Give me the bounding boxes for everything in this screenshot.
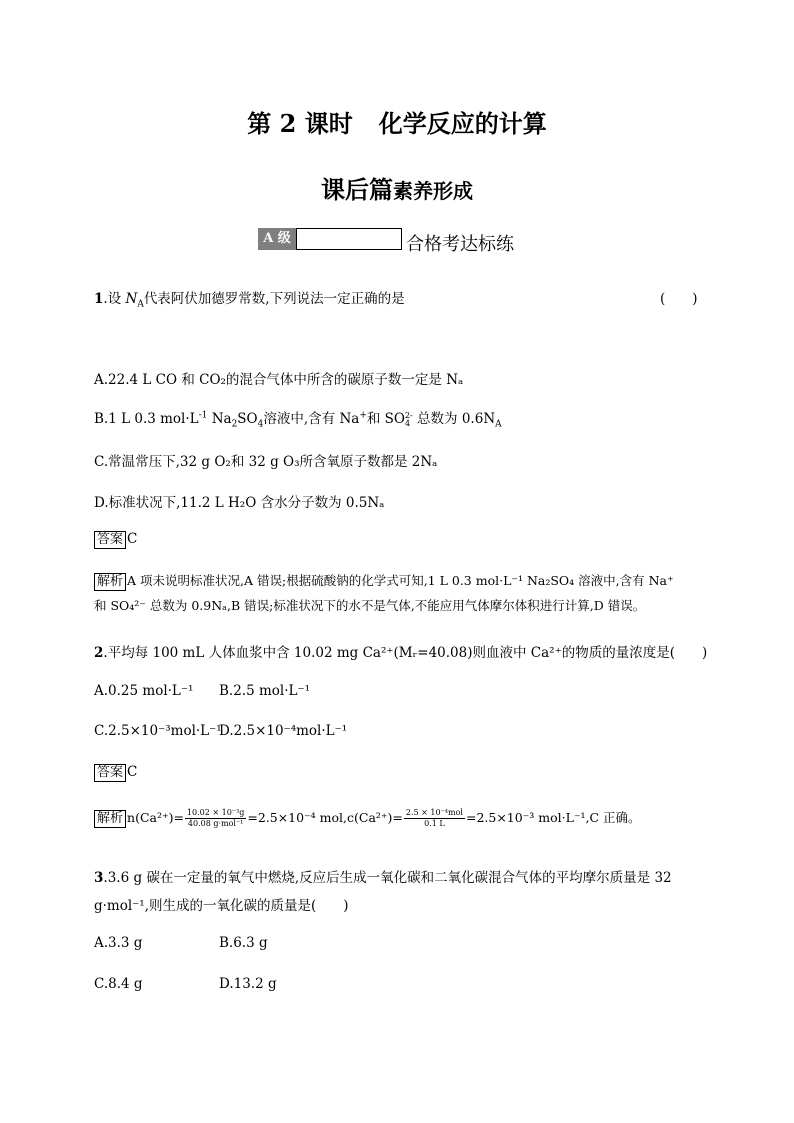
- question-1-option-b: B.1 L 0.3 $mol\cdot L^{-1}$ $Na_2SO_4$溶液中,含有 Na+和 SO 2- 4 总数为 $0.6N_A$: [94, 410, 502, 430]
- question-number: 3: [94, 870, 104, 886]
- question-1-answer: [94, 531, 137, 549]
- question-2-option-b: B.2.5 mol·L⁻¹: [219, 683, 311, 699]
- question-1-stem: 1.设 $N_A$代表阿伏加德罗常数,下列说法一定正确的是: [94, 291, 405, 310]
- answer-label: 答案: [94, 764, 126, 782]
- explanation-label: 解析: [94, 573, 126, 591]
- answer-value: C: [127, 531, 138, 547]
- question-1-explanation: 解析 A 项未说明标准状况,A 错误;根据硫酸钠的化学式可知,1 L 0.3 mol·L⁻¹ Na₂SO₄ 溶液中,含有 Na⁺: [94, 571, 674, 591]
- question-2-option-c: C.2.5×10⁻³mol·L⁻¹: [94, 723, 222, 739]
- question-2-explanation: 解析 n(Ca²⁺)= $\frac{\text{10.02 × 10⁻³g}}{\text{40.08 g·mol⁻¹}}$ =2.5×10⁻⁴ mol,c(Ca²⁺)= $\frac{\text{2.5 × 10⁻⁴mol}}{0.1 L}$ =2.5×10⁻³ mol·L⁻¹,C 正确。: [94, 808, 641, 829]
- fraction: $\frac{\text{2.5 × 10⁻⁴mol}}{0.1 L}$: [405, 808, 463, 828]
- question-3-option-d: D.13.2 g: [219, 976, 277, 992]
- question-2-option-d: D.2.5×10⁻⁴mol·L⁻¹: [219, 723, 348, 739]
- question-3-option-c: C.8.4 g: [94, 976, 143, 992]
- question-1-option-d: D.标准状况下,11.2 L H₂O 含水分子数为 0.5Nₐ: [94, 495, 385, 511]
- question-3-option-b: B.6.3 g: [219, 935, 268, 951]
- question-3-stem: 3.3.6 g 碳在一定量的氧气中燃烧,反应后生成一氧化碳和二氧化碳混合气体的平均摩尔质量是 32: [94, 870, 672, 886]
- question-2-stem: 2.平均每 100 mL 人体血浆中含 10.02 mg Ca²⁺(Mᵣ=40.08)则血液中 Ca²⁺的物质的量浓度是( ): [94, 645, 708, 661]
- level-box: [296, 228, 402, 250]
- question-number: 2: [94, 645, 104, 661]
- answer-paren: ( ): [660, 291, 698, 307]
- question-2-answer: [94, 764, 137, 782]
- answer-label: 答案: [94, 531, 126, 549]
- question-3-stem-line2: g·mol⁻¹,则生成的一氧化碳的质量是( ): [94, 898, 349, 914]
- lesson-topic: 化学反应的计算: [378, 109, 547, 138]
- level-badge: A 级: [258, 228, 296, 250]
- fraction: $\frac{\text{10.02 × 10⁻³g}}{\text{40.08 g·mol⁻¹}}$: [186, 808, 245, 828]
- question-1-explanation-line2: 和 SO₄²⁻ 总数为 0.9Nₐ,B 错误;标准状况下的水不是气体,不能应用气体摩尔体积进行计算,D 错误。: [94, 598, 646, 613]
- question-1-option-a: A.22.4 L CO 和 CO₂的混合气体中所含的碳原子数一定是 Nₐ: [94, 372, 464, 388]
- lesson-title: [0, 104, 794, 139]
- question-1-option-c: C.常温常压下,32 g O₂和 32 g O₃所含氧原子数都是 2Nₐ: [94, 454, 438, 470]
- level-text: 合格考达标练: [406, 234, 514, 255]
- lesson-number: 第 2 课时: [247, 109, 353, 138]
- section-title-main: 课后篇: [321, 175, 393, 204]
- answer-value: C: [127, 764, 138, 780]
- explanation-label: 解析: [94, 810, 126, 828]
- question-number: 1: [94, 291, 104, 307]
- section-title: [0, 170, 794, 205]
- question-2-option-a: A.0.25 mol·L⁻¹: [94, 683, 194, 699]
- question-3-option-a: A.3.3 g: [94, 935, 143, 951]
- section-title-small: 素养形成: [393, 179, 473, 203]
